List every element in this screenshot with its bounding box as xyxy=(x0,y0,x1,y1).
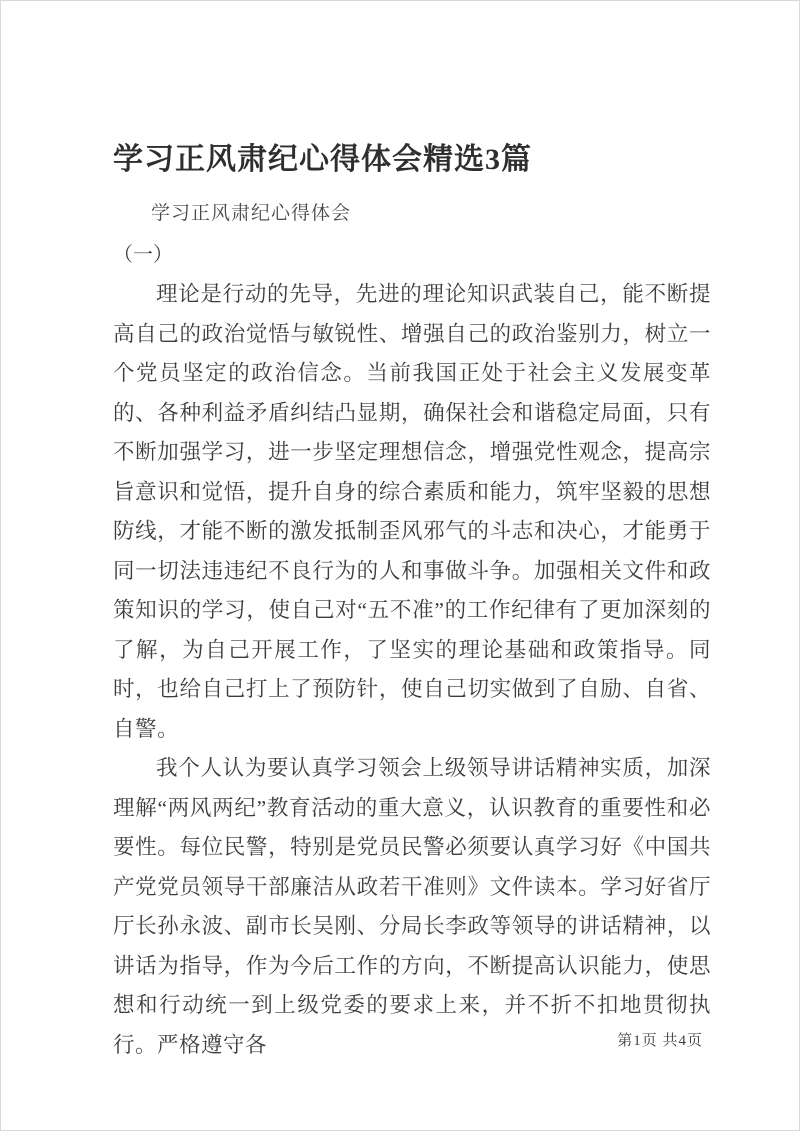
document-subtitle: 学习正风肃纪心得体会 xyxy=(151,203,352,224)
document-title: 学习正风肃纪心得体会精选3篇 xyxy=(113,143,532,176)
section-marker: （一） xyxy=(113,244,173,266)
document-content xyxy=(113,141,711,1065)
paragraph: 理论是行动的先导，先进的理论知识武装自己，能不断提高自己的政治觉悟与敏锐性、增强自己的政治鉴别力，树立一个党员坚定的政治信念。当前我国正处于社会主义发展变革的、各种利益矛盾纠结凸显期，确保社会和谐稳定局面，只有不断加强学习，进一步坚定理想信念，增强党性观念，提高宗旨意识和觉悟，提升自身的综合素质和能力，筑牢坚毅的思想防线，才能不断的激发抵制歪风邪气的斗志和决心，才能勇于同一切法违违纪不良行为的人和事做斗争。加强相关文件和政策知识的学习，使自己对“五不准”的工作纪律有了更加深刻的了解，为自己开展工作，了坚实的理论基础和政策指导。同时，也给自己打上了预防针，使自己切实做到了自励、自省、自警。 xyxy=(113,282,711,741)
page-footer: 第1页 共4页 xyxy=(617,1033,703,1049)
paragraph: 我个人认为要认真学习领会上级领导讲话精神实质，加深理解“两风两纪”教育活动的重大意义，认识教育的重要性和必要性。每位民警，特别是党员民警必须要认真学习好《中国共产党党员领导干部廉洁从政若干准则》文件读本。学习好省厅厅长孙永波、副市长吴刚、分局长李政等领导的讲话精神，以讲话为指导，作为今后工作的方向，不断提高认识能力，使思想和行动统一到上级党委的要求上来，并不折不扣地贯彻执行。严格遵守各 xyxy=(113,756,711,1057)
